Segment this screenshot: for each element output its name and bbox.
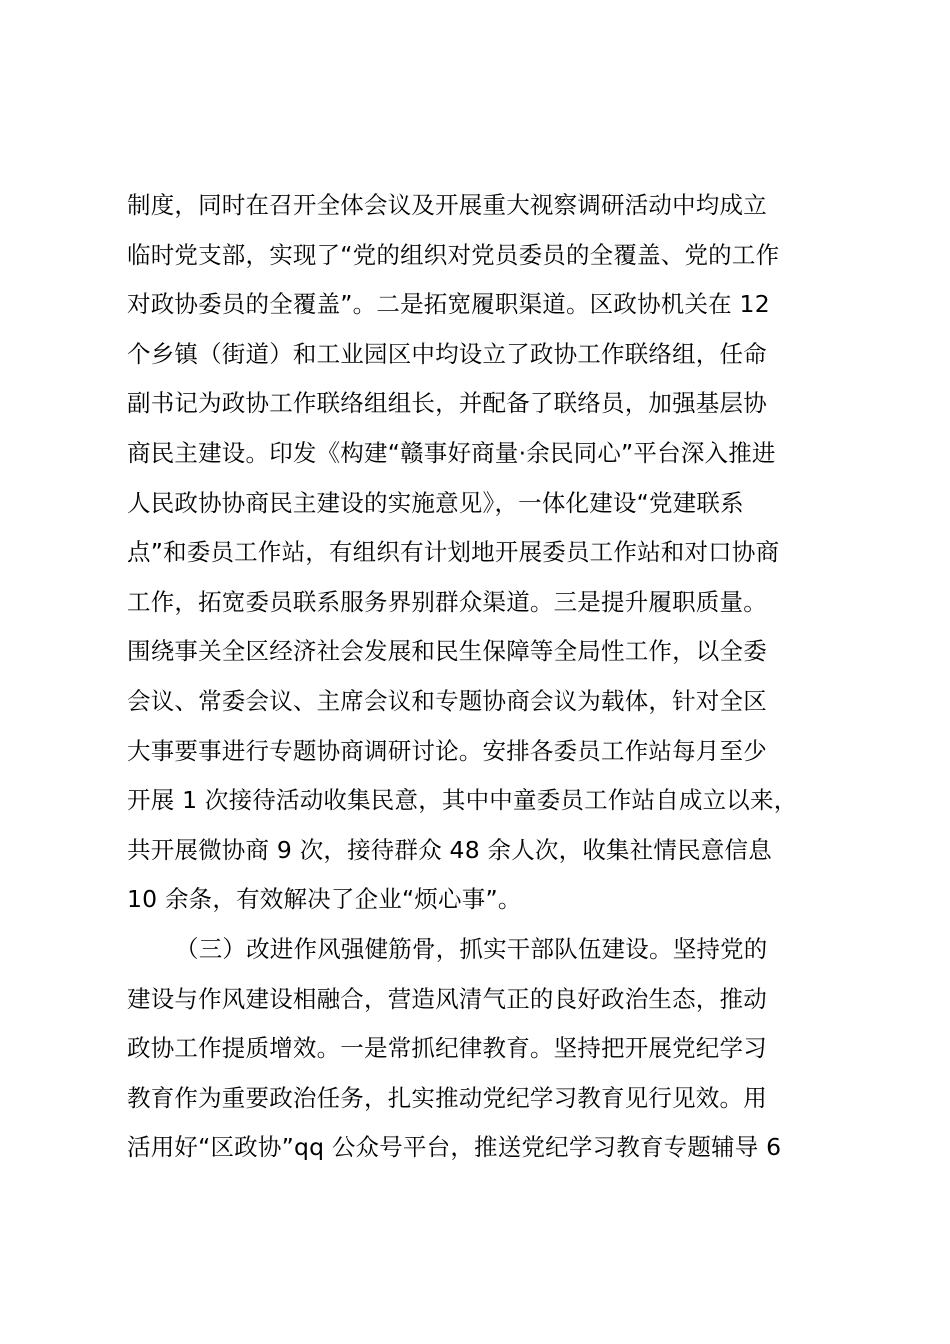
text-line: 人民政协协商民主建设的实施意见》，一体化建设“党建联系	[127, 488, 744, 517]
text-line: 教育作为重要政治任务，扎实推动党纪学习教育见行见效。用	[127, 1083, 767, 1112]
text-line: 副书记为政协工作联络组组长，并配备了联络员，加强基层协	[127, 389, 767, 418]
text-line: 大事要事进行专题协商调研讨论。安排各委员工作站每月至少	[127, 736, 767, 765]
text-line: 个乡镇（街道）和工业园区中均设立了政协工作联络组，任命	[127, 339, 767, 368]
text-line: 制度，同时在召开全体会议及开展重大视察调研活动中均成立	[127, 191, 767, 219]
text-line: 政协工作提质增效。一是常抓纪律教育。坚持把开展党纪学习	[127, 1034, 767, 1063]
text-line: 开展 1 次接待活动收集民意，其中中童委员工作站自成立以来，	[127, 786, 798, 815]
text-line: 建设与作风建设相融合，营造风清气正的良好政治生态，推动	[127, 984, 767, 1013]
text-line: 临时党支部，实现了“党的组织对党员委员的全覆盖、党的工作	[127, 240, 780, 269]
text-line: 对政协委员的全覆盖”。二是拓宽履职渠道。区政协机关在 12	[127, 290, 770, 319]
body-text	[127, 181, 847, 1173]
text-line: 会议、常委会议、主席会议和专题协商会议为载体，针对全区	[127, 686, 767, 715]
text-line: 围绕事关全区经济社会发展和民生保障等全局性工作，以全委	[127, 637, 767, 666]
text-line: 共开展微协商 9 次，接待群众 48 余人次，收集社情民意信息	[127, 835, 772, 864]
section-heading-line: （三）改进作风强健筋骨，抓实干部队伍建设。坚持党的	[175, 934, 768, 963]
text-line: 工作，拓宽委员联系服务界别群众渠道。三是提升履职质量。	[127, 587, 767, 616]
text-line: 活用好“区政协”qq 公众号平台，推送党纪学习教育专题辅导 6	[127, 1133, 782, 1162]
text-line: 10 余条，有效解决了企业“烦心事”。	[127, 885, 522, 914]
text-line: 商民主建设。印发《构建“赣事好商量·余民同心”平台深入推进	[127, 438, 776, 467]
text-line: 点”和委员工作站，有组织有计划地开展委员工作站和对口协商	[127, 538, 780, 567]
